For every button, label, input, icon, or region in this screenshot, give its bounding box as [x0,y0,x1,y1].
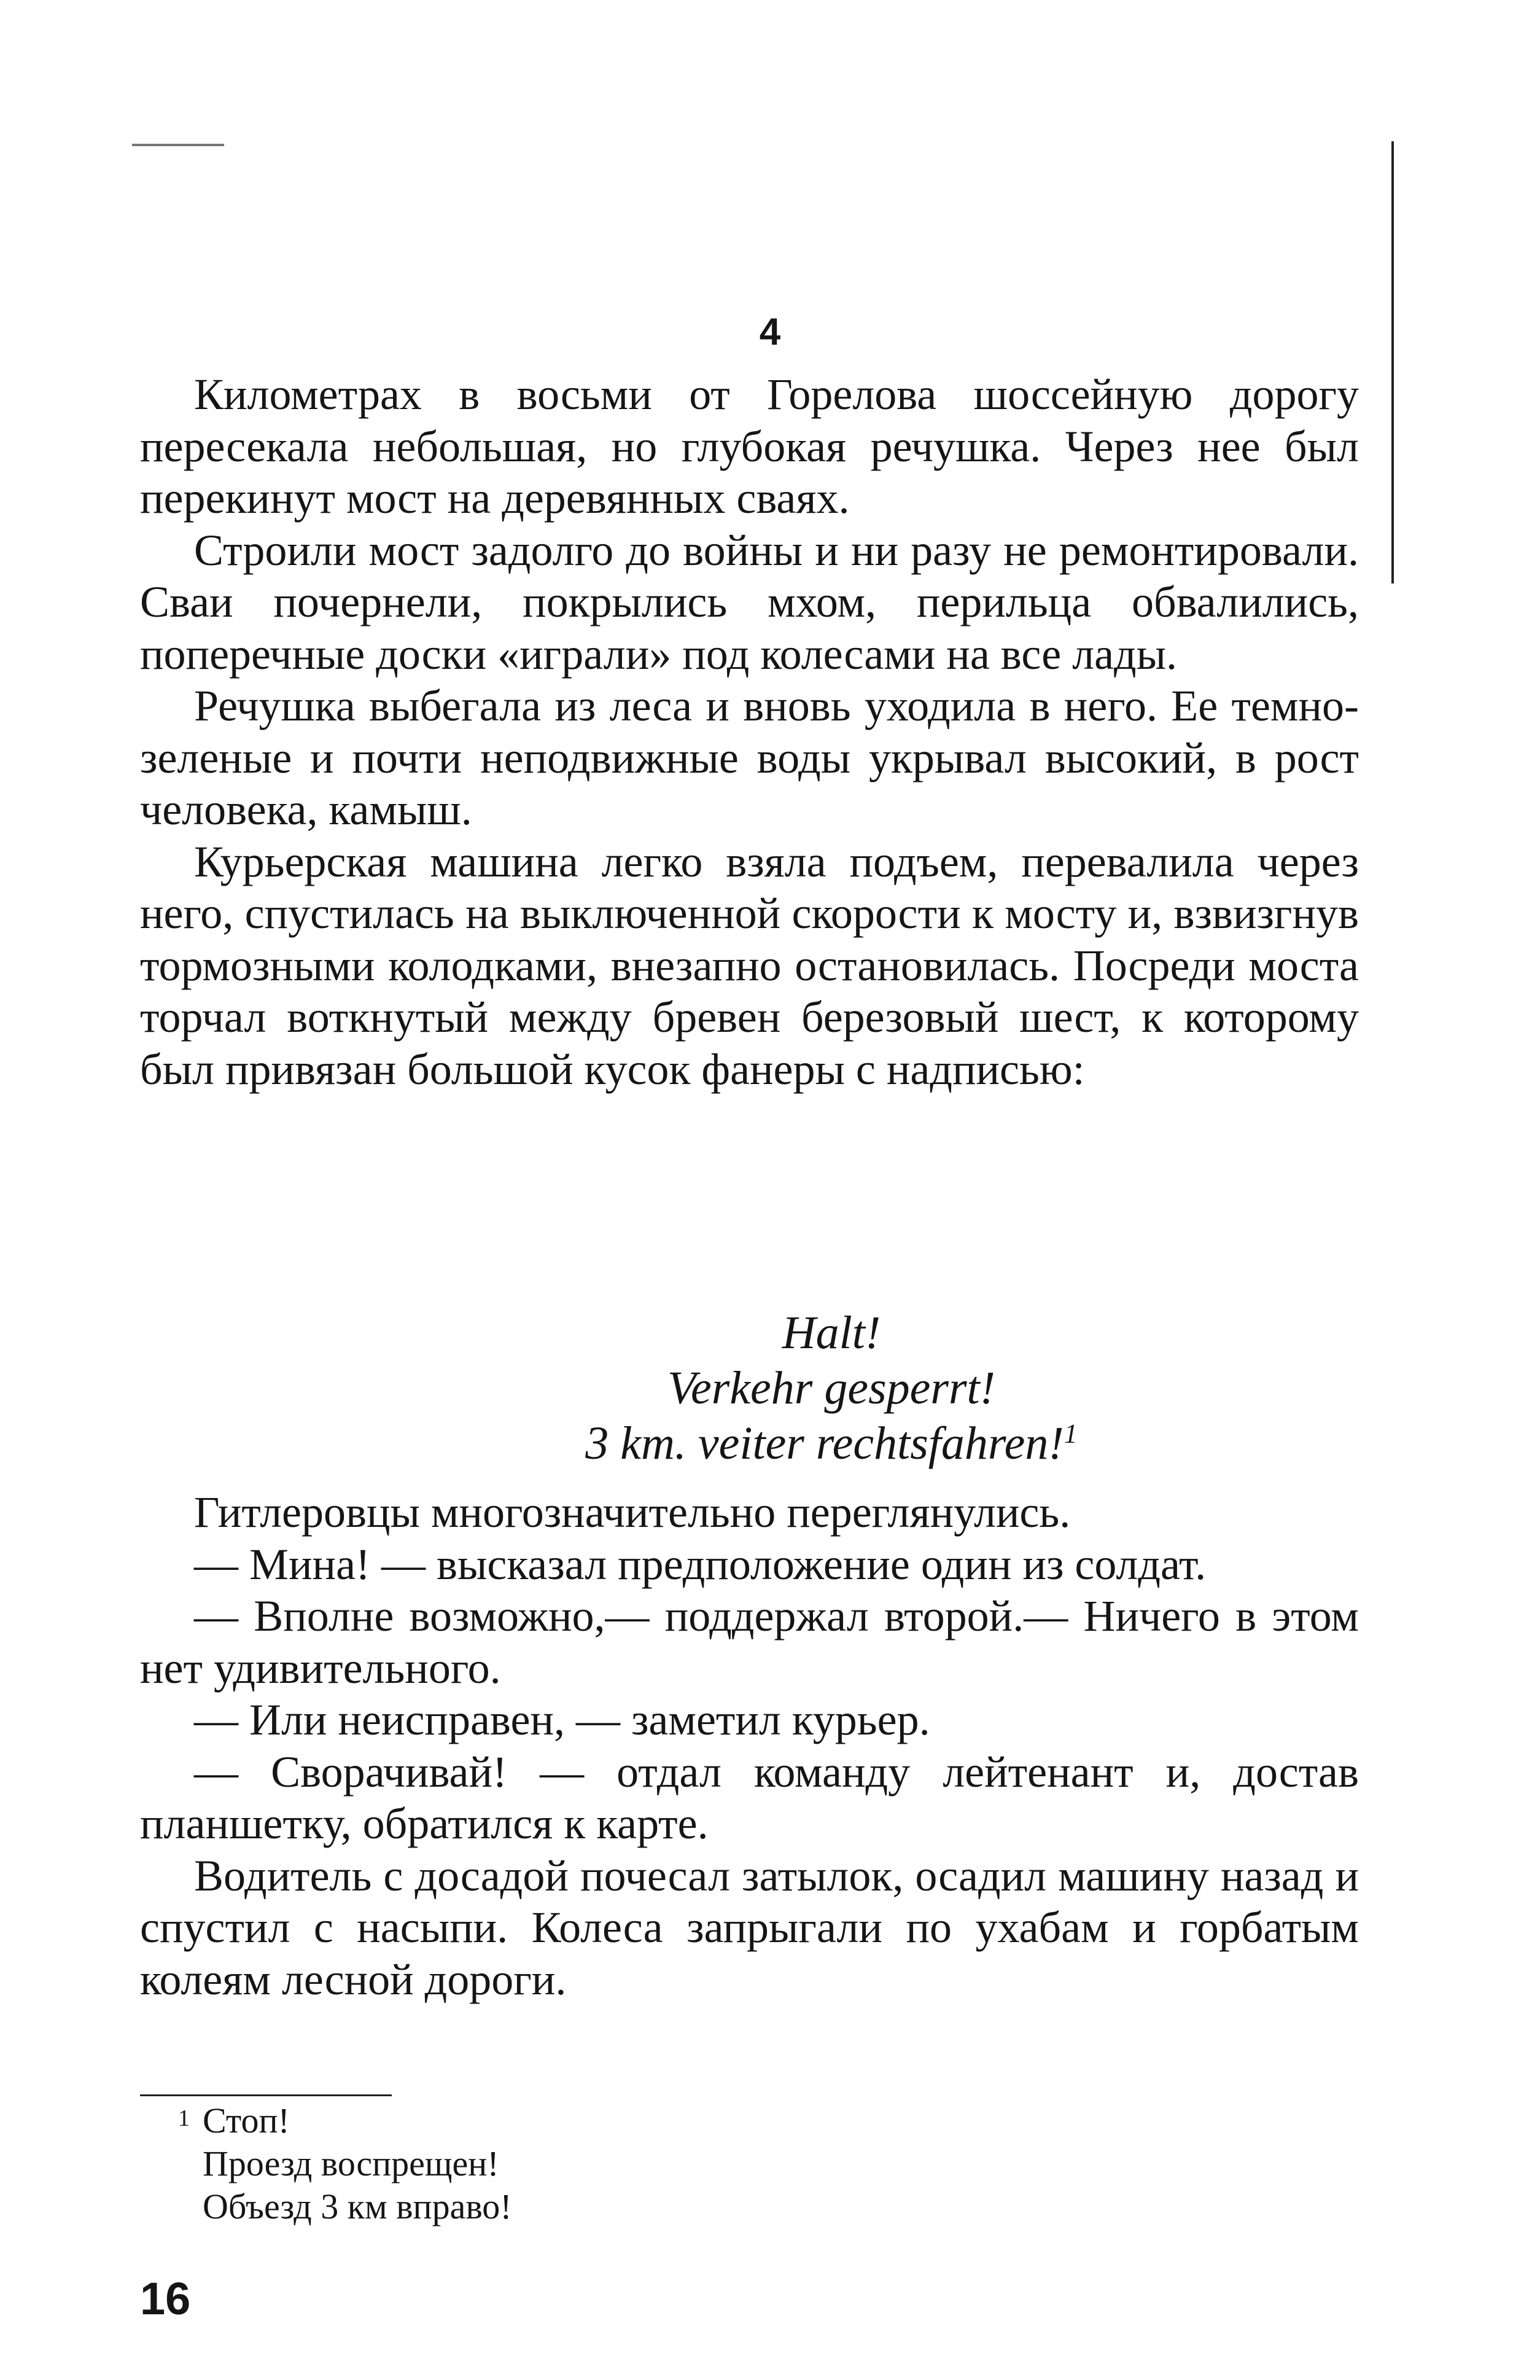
sign-line-1: Halt! [782,1307,881,1359]
top-margin-mark [132,144,224,146]
page-number: 16 [140,2273,191,2324]
dialogue-line-3: — Или неисправен, — заметил курьер. [194,1695,930,1744]
paragraph-2: Строили мост задолго до войны и ни разу не ремонтировали. Сваи почернели, покрылись мхом, перильца обвалились, поперечные доски «играли» под колесами на все лады. [140,525,1359,679]
body-text-lower [140,1486,1359,2005]
dialogue-line-4: — Сворачивай! — отдал команду лейтенант и, достав планшетку, обратился к карте. [140,1747,1359,1848]
paragraph-3: Речушка выбегала из леса и вновь уходила в него. Ее темно-зеленые и почти неподвижные воды укрывал высокий, в рост человека, камыш. [140,681,1359,834]
footnote-marker: 1 [178,2105,190,2131]
footnote-divider [140,2094,392,2096]
paragraph-6: Водитель с досадой почесал затылок, осадил машину назад и спустил с насыпи. Колеса запрыгали по ухабам и горбатым колеям лесной дороги. [140,1851,1359,2004]
sign-line-3-text: 3 km. veiter rechtsfahren! [585,1418,1064,1469]
paragraph-5: Гитлеровцы многозначительно переглянулись. [194,1488,1071,1537]
footnote-line-2: Проезд воспрещен! [203,2144,499,2183]
paragraph-1: Километрах в восьми от Горелова шоссейную дорогу пересекала небольшая, но глубокая речушка. Через нее был перекинут мост на деревянных сваях. [140,370,1359,523]
footnote-line-1: Стоп! [203,2101,290,2140]
footnote-reference: 1 [1064,1418,1078,1449]
body-text-upper [140,369,1359,1095]
sign-inscription [0,1305,1540,1471]
footnote [178,2099,1124,2228]
sign-line-2: Verkehr gesperrt! [667,1362,995,1414]
dialogue-line-2: — Вполне возможно,— поддержал второй.— Ничего в этом нет удивительного. [140,1591,1359,1693]
paragraph-4: Курьерская машина легко взяла подъем, перевалила через него, спустилась на выключенной скорости к мосту и, взвизгнув тормозными колодками, внезапно остановилась. Посреди моста торчал воткнутый между бревен березовый шест, к которому был привязан большой кусок фанеры с надписью: [140,837,1359,1094]
page-edge-line [1391,141,1394,583]
dialogue-line-1: — Мина! — высказал предположение один из солдат. [194,1539,1207,1589]
footnote-line-3: Объезд 3 км вправо! [203,2187,512,2226]
chapter-number: 4 [759,311,781,353]
sign-line-3 [123,1416,1540,1471]
